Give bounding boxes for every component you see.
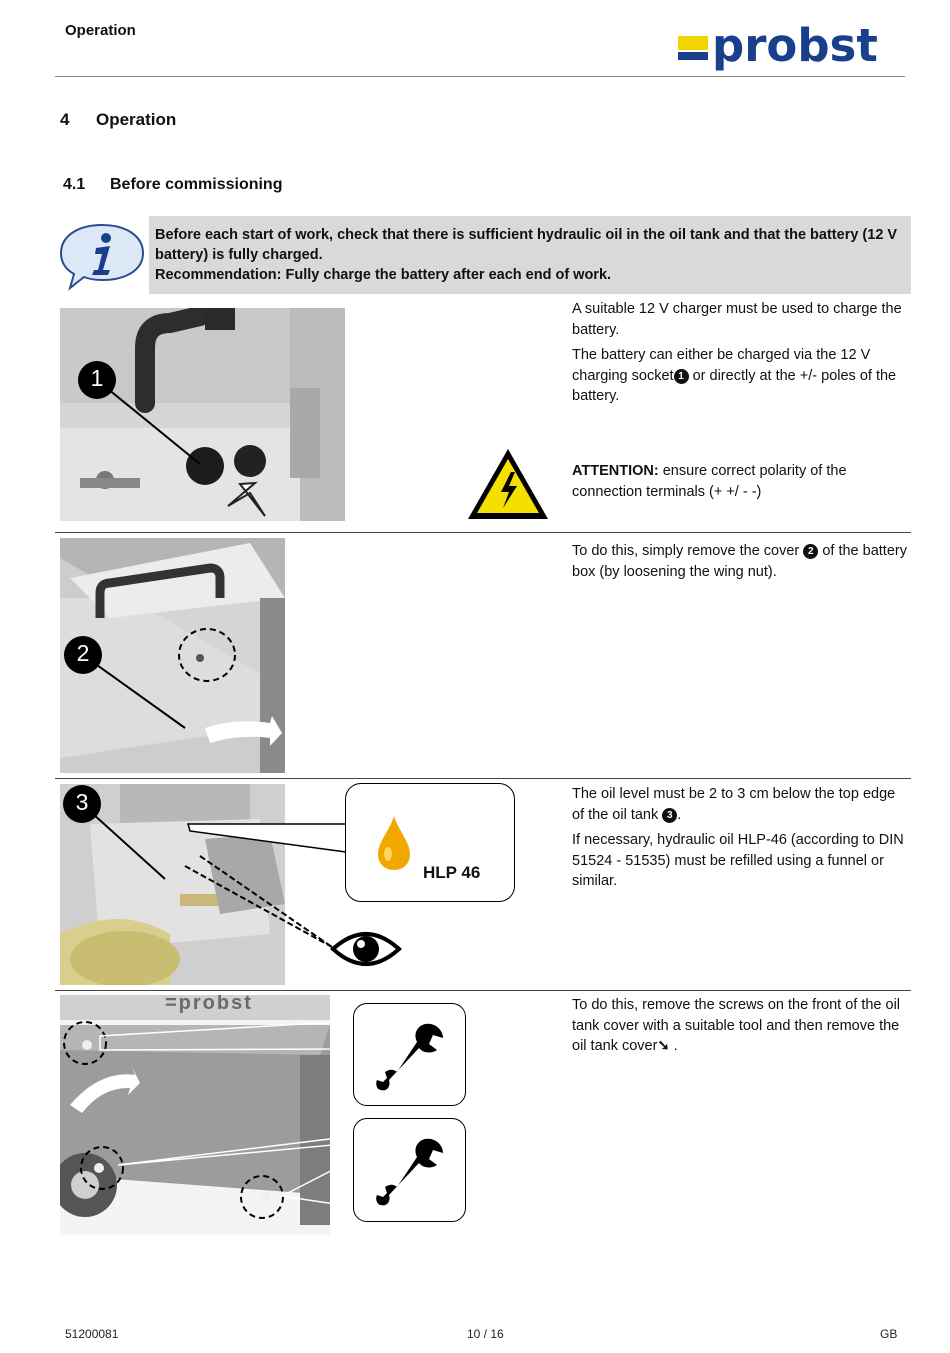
eye-icon (330, 927, 402, 971)
section-number: 4.1 (63, 176, 86, 193)
block4-paragraph1: To do this, remove the screws on the front of the oil tank cover with a suitable tool and then remove the oil tank cover➘ . (572, 997, 901, 1054)
callout-bullet-1: 1 (674, 369, 689, 384)
remove-arrow-icon: ➘ (657, 1038, 670, 1054)
block3-paragraph1: The oil level must be 2 to 3 cm below the top edge of the oil tank 3 . (572, 786, 896, 823)
oil-label: HLP 46 (423, 863, 481, 882)
battery-box-photo (60, 538, 285, 773)
section-heading (63, 176, 282, 194)
chapter-heading (60, 110, 176, 130)
wrench-leader-lines (60, 995, 360, 1235)
header-section-label: Operation (65, 22, 136, 39)
block2-text (572, 541, 907, 587)
row-separator (55, 532, 911, 533)
block1-text (572, 299, 907, 412)
attention-text: ATTENTION: ensure correct polarity of the connection terminals (+ +/ - -) (572, 463, 847, 500)
footer-doc-number: 51200081 (65, 1327, 119, 1341)
photo-callout-3: 3 (75, 789, 89, 815)
photo-callout-1: 1 (90, 365, 104, 391)
wrench-icon (373, 1020, 447, 1099)
info-note-line1: Before each start of work, check that there is sufficient hydraulic oil in the oil tank and that the battery (12 V battery) is fully charged. (155, 227, 898, 263)
row-separator (55, 778, 911, 779)
block1-paragraph1: A suitable 12 V charger must be used to charge the battery. (572, 301, 902, 338)
wrench-box-bottom (353, 1118, 466, 1222)
probst-logo (678, 19, 900, 73)
info-note-text (155, 225, 905, 285)
wrench-icon (373, 1135, 447, 1214)
block4-text (572, 995, 907, 1062)
chapter-number: 4 (60, 110, 70, 129)
info-note-line2: Recommendation: Fully charge the battery after each end of work. (155, 267, 612, 283)
footer-page-number: 10 / 16 (467, 1327, 504, 1341)
oil-spec-box (345, 783, 515, 902)
section-title: Before commissioning (110, 176, 283, 193)
photo-callout-2: 2 (76, 640, 90, 666)
header-rule (55, 76, 905, 77)
callout-bullet-3: 3 (662, 808, 677, 823)
logo-text: probst (712, 19, 878, 72)
callout-bullet-2: 2 (803, 544, 818, 559)
row-separator (55, 990, 911, 991)
battery-socket-photo (60, 308, 345, 521)
footer-language: GB (880, 1327, 898, 1341)
electric-hazard-icon (465, 446, 551, 522)
block1-paragraph2: The battery can either be charged via the 12 V charging socket 1 or directly at the +/- poles of the battery. (572, 347, 897, 404)
block2-paragraph1: To do this, simply remove the cover 2 of the battery box (by loosening the wing nut). (572, 543, 907, 580)
chapter-title: Operation (96, 110, 177, 129)
block3-text (572, 784, 907, 897)
wrench-box-top (353, 1003, 466, 1106)
attention-label: ATTENTION: (572, 463, 659, 479)
photo-brand: =probst (165, 995, 253, 1014)
info-icon (58, 222, 146, 292)
block3-paragraph2: If necessary, hydraulic oil HLP-46 (according to DIN 51524 - 51535) must be refilled using a funnel or similar. (572, 832, 904, 889)
oil-drop-icon (374, 814, 414, 877)
